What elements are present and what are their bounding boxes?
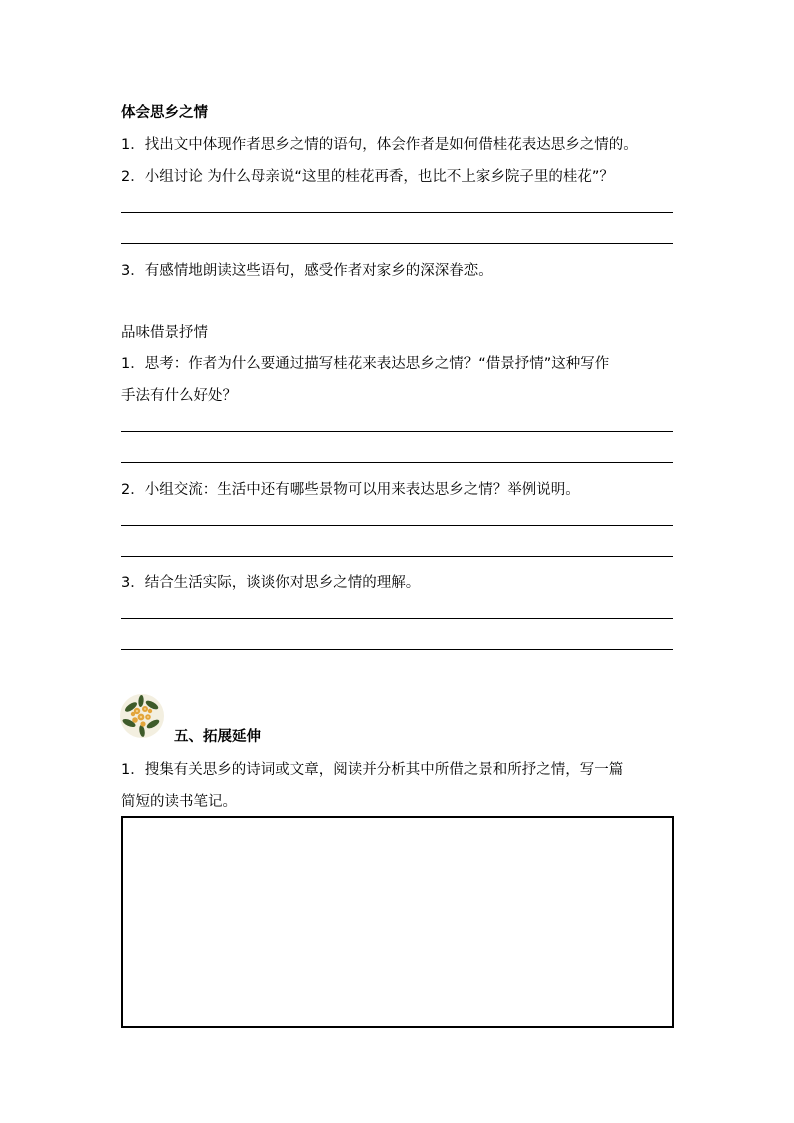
answer-line[interactable] — [121, 243, 673, 244]
question-1-line-2: 手法有什么好处？ — [121, 388, 237, 404]
answer-line[interactable] — [121, 556, 673, 557]
section-title-feel-homesickness: 体会思乡之情 — [121, 105, 208, 121]
section-title-scene-emotion: 品味借景抒情 — [121, 325, 208, 341]
answer-line[interactable] — [121, 431, 673, 432]
answer-line[interactable] — [121, 618, 673, 619]
answer-line[interactable] — [121, 462, 673, 463]
question-3: 3．结合生活实际，谈谈你对思乡之情的理解。 — [121, 575, 421, 591]
osmanthus-flower-icon — [119, 693, 165, 739]
answer-line[interactable] — [121, 212, 673, 213]
answer-line[interactable] — [121, 525, 673, 526]
question-2: 2．小组交流：生活中还有哪些景物可以用来表达思乡之情？举例说明。 — [121, 482, 580, 498]
question-1-line-2: 简短的读书笔记。 — [121, 794, 237, 810]
question-3: 3．有感情地朗读这些语句，感受作者对家乡的深深眷恋。 — [121, 263, 493, 279]
question-1-line-1: 1．搜集有关思乡的诗词或文章，阅读并分析其中所借之景和所抒之情，写一篇 — [121, 762, 624, 778]
answer-line[interactable] — [121, 649, 673, 650]
question-1-line-1: 1．思考：作者为什么要通过描写桂花来表达思乡之情？“借景抒情”这种写作 — [121, 356, 610, 372]
section-title-extension: 五、拓展延伸 — [174, 729, 261, 745]
question-1: 1．找出文中体现作者思乡之情的语句，体会作者是如何借桂花表达思乡之情的。 — [121, 137, 638, 153]
reading-notes-answer-box[interactable] — [121, 816, 674, 1028]
question-2: 2．小组讨论 为什么母亲说“这里的桂花再香，也比不上家乡院子里的桂花”？ — [121, 169, 614, 185]
